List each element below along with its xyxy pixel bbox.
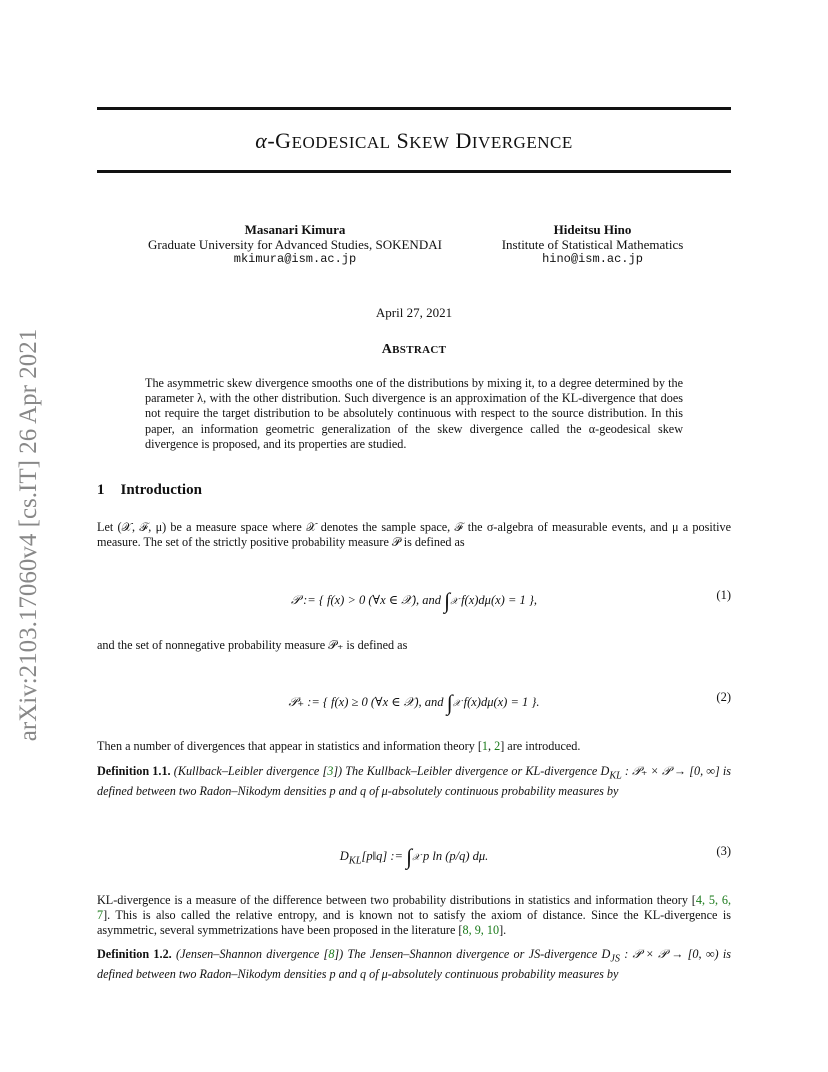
integral-symbol: ∫	[406, 844, 413, 869]
author-email[interactable]: mkimura@ism.ac.jp	[233, 252, 357, 266]
integral-symbol: ∫	[444, 588, 451, 613]
author-name: Hideitsu Hino	[553, 222, 632, 237]
paragraph-4: KL-divergence is a measure of the difference between two probability distributions in statistics and information theory [4, 5, 6, 7]. This is also called the relative entropy, and is known not to satisfy the axiom of distance. Since the KL-divergence is asymmetric, several symmetrizations have been proposed in the literature [8, 9, 10].	[97, 893, 731, 938]
equation-number: (2)	[716, 690, 731, 704]
citation-link[interactable]: 3	[327, 764, 334, 778]
author-affiliation: Graduate University for Advanced Studies, SOKENDAI	[148, 237, 442, 252]
paper-title: α-GEODESICAL SKEW DIVERGENCE	[255, 128, 573, 153]
section-heading: 1 Introduction	[97, 482, 202, 498]
equation-number: (3)	[716, 844, 731, 858]
author-affiliation: Institute of Statistical Mathematics	[501, 237, 684, 252]
paragraph-3: Then a number of divergences that appear in statistics and information theory [1, 2] are introduced.	[97, 739, 581, 753]
paragraph-2: and the set of nonnegative probability measure 𝒫₊ is defined as	[97, 638, 408, 652]
abstract-text: The asymmetric skew divergence smooths one of the distributions by mixing it, to a degree determined by the parameter λ, with the other distribution. Such divergence is an approximation of the KL-divergence that does not require the target distribution to be absolutely continuous with respect to the source distribution. In this paper, an information geometric generalization of the skew divergence called the α-geodesical skew divergence is proposed, and its properties are studied.	[145, 376, 683, 451]
author-name: Masanari Kimura	[244, 222, 346, 237]
citation-link[interactable]: 1	[481, 739, 489, 753]
paragraph-1: Let (𝒳, ℱ, μ) be a measure space where 𝒳 denotes the sample space, ℱ the σ-algebra of measurable events, and μ a positive measure. The set of the strictly positive probability measure 𝒫 is defined as	[97, 520, 731, 550]
title-rule-top	[97, 107, 731, 110]
definition-1-1: Definition 1.1. (Kullback–Leibler divergence [3]) The Kullback–Leibler divergence or KL-divergence $D_{KL}$ : 𝒫₊ × 𝒫 → [0, ∞] is defined between two Radon–Nikodym densities p and q of μ-absolutely continuous probability measures by	[97, 764, 732, 798]
title-rule-bottom	[97, 170, 731, 173]
paper-date: April 27, 2021	[375, 305, 453, 320]
citation-link[interactable]: 4, 5, 6, 7	[97, 893, 731, 923]
arxiv-identifier	[12, 300, 46, 770]
author-2	[480, 222, 705, 267]
citation-link[interactable]: 8, 9, 10	[462, 923, 500, 938]
author-1	[120, 222, 470, 267]
abstract-heading: ABSTRACT	[381, 342, 447, 357]
definition-label: Definition 1.2.	[97, 947, 172, 961]
definition-1-2: Definition 1.2. (Jensen–Shannon divergence [8]) The Jensen–Shannon divergence or JS-divergence $D_{JS}$ : 𝒫 × 𝒫 → [0, ∞) is defined between two Radon–Nikodym densities p and q of μ-absolutely continuous probability measures by	[97, 947, 732, 981]
citation-link[interactable]: 2	[494, 739, 501, 753]
definition-label: Definition 1.1.	[97, 764, 171, 778]
author-email[interactable]: hino@ism.ac.jp	[542, 252, 643, 266]
equation-number: (1)	[716, 588, 731, 602]
arxiv-identifier-text: arXiv:2103.17060v4 [cs.IT] 26 Apr 2021	[15, 328, 42, 742]
citation-link[interactable]: 8	[328, 947, 335, 961]
integral-symbol: ∫	[446, 690, 453, 715]
